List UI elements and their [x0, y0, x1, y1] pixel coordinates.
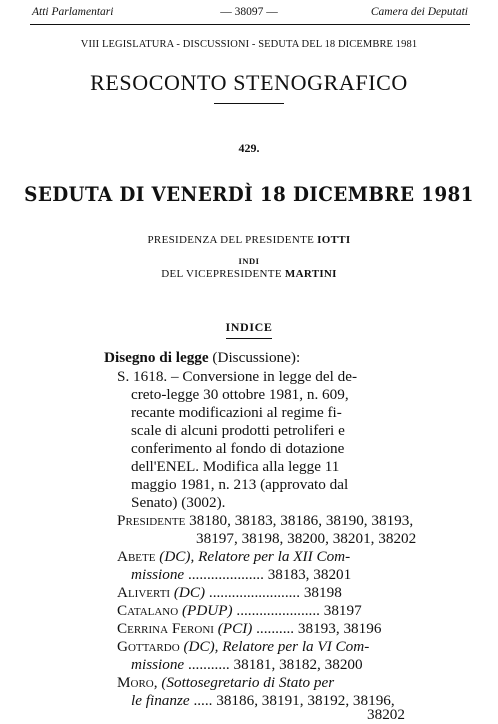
bill-line-2: creto-legge 30 ottobre 1981, n. 609,	[131, 386, 349, 403]
catalano-party: (PDUP)	[178, 602, 233, 619]
index-entry-disegno	[104, 349, 300, 367]
title-rule	[214, 103, 284, 104]
document-title: RESOCONTO STENOGRAFICO	[90, 70, 408, 95]
session-number: 429.	[238, 141, 260, 155]
header-rule	[30, 24, 470, 25]
presidency-line-2	[0, 268, 498, 280]
speaker-moro	[117, 674, 334, 692]
presidency-prefix: PRESIDENZA DEL PRESIDENTE	[147, 234, 315, 246]
abete-name: Abete	[117, 548, 156, 565]
presidente-pages-line-2: 38197, 38198, 38200, 38201, 38202	[196, 530, 417, 547]
gottardo-role-2: missione	[131, 656, 185, 673]
presidency-line-1	[0, 234, 498, 246]
bill-line-7: maggio 1981, n. 213 (approvato dal	[131, 476, 349, 493]
presidente-name: Presidente	[117, 512, 186, 529]
bill-line-5: conferimento al fondo di dotazione	[131, 440, 345, 457]
abete-role-1: (DC), Relatore per la XII Com-	[155, 548, 351, 565]
moro-pages-line-2: 38202	[367, 706, 405, 723]
index-heading: INDICE	[225, 320, 273, 334]
sub-header: VIII LEGISLATURA - DISCUSSIONI - SEDUTA DEL 18 DICEMBRE 1981	[80, 39, 418, 50]
aliverti-party: (DC)	[170, 584, 206, 601]
speaker-presidente	[117, 512, 413, 530]
index-rule	[226, 338, 272, 339]
presidency-indi: INDI	[238, 256, 260, 266]
bill-line-8: Senato) (3002).	[131, 494, 226, 511]
bill-line-1: S. 1618. – Conversione in legge del de-	[117, 368, 358, 385]
page-number: — 38097 —	[220, 6, 278, 18]
cerrina-name: Cerrina Feroni	[117, 620, 214, 637]
bill-line-4: scale di alcuni prodotti petroliferi e	[131, 422, 345, 439]
catalano-name: Catalano	[117, 602, 179, 619]
bill-line-6: dell'ENEL. Modifica alla legge 11	[131, 458, 340, 475]
speaker-cerrina-feroni	[117, 620, 381, 638]
vicepresidency-prefix: DEL VICEPRESIDENTE	[161, 268, 282, 280]
abete-line-2	[131, 566, 351, 584]
session-title: SEDUTA DI VENERDÌ 18 DICEMBRE 1981	[24, 182, 474, 206]
bill-line-3: recante modificazioni al regime fi-	[131, 404, 342, 421]
speaker-abete	[117, 548, 350, 566]
gottardo-line-2	[131, 656, 363, 674]
president-name: IOTTI	[317, 234, 351, 246]
moro-role-2: le finanze	[131, 692, 190, 709]
abete-pages: .................... 38183, 38201	[184, 566, 352, 583]
header-right: Camera dei Deputati	[370, 6, 468, 18]
moro-pages-1: ..... 38186, 38191, 38192, 38196,	[189, 692, 395, 709]
speaker-aliverti	[117, 584, 342, 602]
gottardo-pages: ........... 38181, 38182, 38200	[184, 656, 363, 673]
vicepresident-name: MARTINI	[284, 268, 337, 280]
aliverti-pages: ........................ 38198	[205, 584, 342, 601]
gottardo-name: Gottardo	[117, 638, 180, 655]
speaker-catalano	[117, 602, 362, 620]
gottardo-role-1: (DC), Relatore per la VI Com-	[179, 638, 370, 655]
moro-name: Moro,	[117, 674, 158, 691]
aliverti-name: Aliverti	[117, 584, 171, 601]
moro-line-2	[131, 692, 395, 710]
cerrina-pages: .......... 38193, 38196	[252, 620, 382, 637]
moro-role-1: (Sottosegretario di Stato per	[157, 674, 335, 691]
abete-role-2: missione	[131, 566, 185, 583]
disegno-label: Disegno di legge	[104, 349, 209, 366]
cerrina-party: (PCI)	[213, 620, 253, 637]
catalano-pages: ...................... 38197	[232, 602, 362, 619]
header-left: Atti Parlamentari	[32, 6, 114, 18]
presidente-pages-1: 38180, 38183, 38186, 38190, 38193,	[185, 512, 414, 529]
speaker-gottardo	[117, 638, 369, 656]
disegno-rest: (Discussione):	[208, 349, 301, 366]
